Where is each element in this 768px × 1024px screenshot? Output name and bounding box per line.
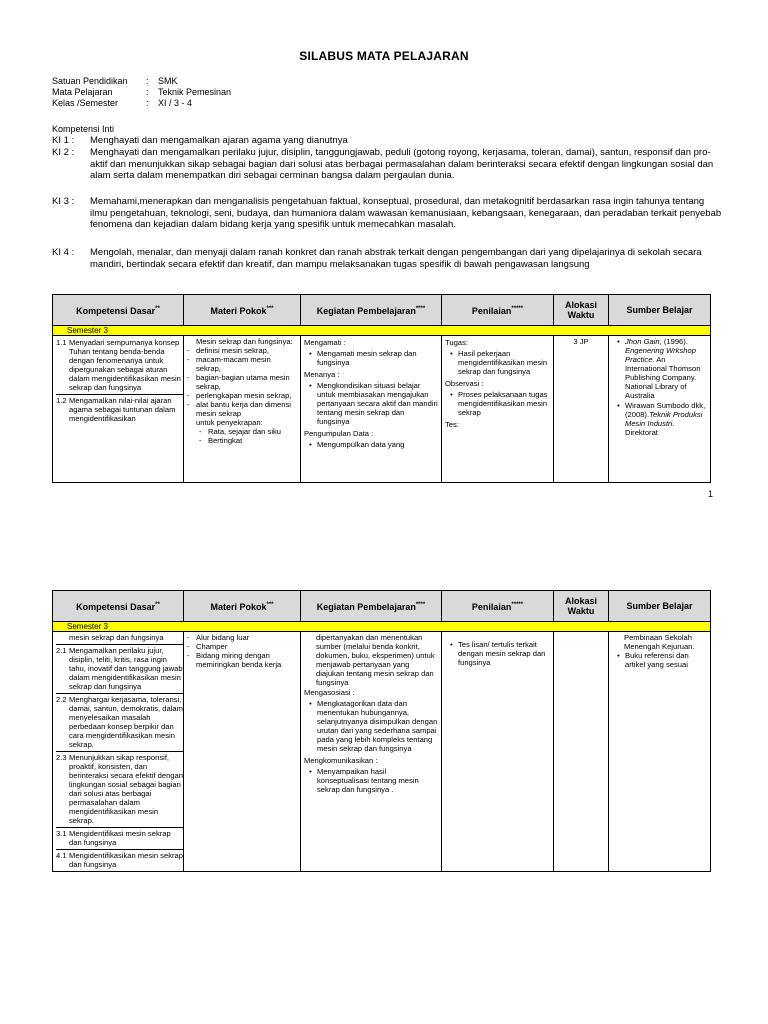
table-header-row xyxy=(53,591,711,622)
materi-text: untuk penyekrapan: xyxy=(196,418,263,427)
identity-block xyxy=(52,76,231,109)
materi-item xyxy=(187,427,297,436)
sumber-part: Teknik Produksi Mesin Industri xyxy=(625,410,703,428)
sumber-item xyxy=(612,651,707,669)
dash-marker: - xyxy=(187,651,190,660)
materi-item xyxy=(187,436,297,445)
kd-item xyxy=(56,337,183,395)
penilaian-bullet xyxy=(445,349,550,376)
kd-number: 1.1 xyxy=(56,338,67,347)
bullet-icon: • xyxy=(309,349,312,358)
dash-marker xyxy=(187,337,196,346)
penilaian-heading: Tugas: xyxy=(445,338,468,347)
bullet-icon: • xyxy=(450,349,453,358)
page-number: 1 xyxy=(708,489,714,499)
ki-code: KI 1 : xyxy=(52,135,75,146)
ki-text: Memahami,menerapkan dan menganalisis pengetahuan faktual, konseptual, prosedural, dan metakognitif berdasarkan rasa ingin tahunya tentang ilmu pengetahuan, teknologi, seni, budaya, dan humaniora dalam wawasan kemanusiaan, kebangsaan, kenegaraan, dan peradaban terkait penyebab fenomena dan kejadian dalam bidang kerja yang spesifik untuk memecahkan masalah. xyxy=(90,196,722,230)
sumber-cell xyxy=(609,632,711,872)
kegiatan-cell xyxy=(301,632,442,872)
penilaian-bullet-text: Tes lisan/ tertulis terkait dengan mesin sekrap dan fungsinya xyxy=(458,640,546,667)
sumber-part: . Direktorat xyxy=(625,419,675,437)
header-kd: Kompetensi Dasar** xyxy=(53,295,184,326)
ki-text: Mengolah, menalar, dan menyaji dalam ranah konkret dan ranah abstrak terkait dengan pengembangan dari yang dipelajarinya di sekolah secara mandiri, bertindak secara efektif dan kreatif, dan mampu melaksanakan tugas spesifik di bawah pengawasan langsung xyxy=(90,247,702,270)
materi-text: definisi mesin sekrap, xyxy=(196,346,270,355)
dash-marker: - xyxy=(199,436,202,445)
sumber-part: Wirawan Sumbodo dkk, (2008). xyxy=(625,401,706,419)
materi-text: Champer xyxy=(196,642,228,651)
materi-text: Mesin sekrap dan fungsinya: xyxy=(196,337,293,346)
sumber-text: Pembinaan Sekolah Menengah Kejuruan. xyxy=(624,633,695,651)
penilaian-bullet xyxy=(445,640,550,667)
header-penilaian: Penilaian***** xyxy=(442,591,554,622)
penilaian-bullet xyxy=(445,390,550,417)
penilaian-heading: Tes: xyxy=(445,420,459,429)
meta-row: Mata Pelajaran : Teknik Pemesinan xyxy=(52,87,232,97)
syllabus-table-page-2 xyxy=(52,590,711,872)
kd-text: Mengidentifikasi mesin sekrap dan fungsinya xyxy=(69,829,171,847)
header-alokasi: Alokasi Waktu xyxy=(554,295,609,326)
sumber-part: Engenering Wrkshop Practice xyxy=(625,346,696,364)
ki-text: Menghayati dan mengamalkan ajaran agama yang dianutnya xyxy=(90,135,348,146)
materi-item xyxy=(187,400,297,418)
sumber-part: Jhon Gain xyxy=(625,337,660,346)
sumber-text xyxy=(625,401,707,437)
materi-cell xyxy=(184,336,301,483)
kegiatan-heading: Mengasosiasi : xyxy=(304,688,355,697)
kegiatan-text: dipertanyakan dan menentukan sumber (melalui benda konkrit, dokumen, buku, eksperimen) untuk menjawab pertanyaan yang diajukan tentang mesin sekrap dan fungsinya xyxy=(316,633,435,687)
penilaian-bullet-text: Proses pelaksanaan tugas mengidentifikasikan mesin sekrap xyxy=(458,390,548,417)
penilaian-cell xyxy=(442,632,554,872)
ki-code: KI 2 : xyxy=(52,147,75,158)
bullet-icon: • xyxy=(309,767,312,776)
kegiatan-bullet xyxy=(304,767,438,794)
materi-text: Bertingkat xyxy=(208,436,243,445)
semester-label: Semester 3 xyxy=(53,326,711,336)
kd-text: Menghargai kerjasama, toleransi, damai, santun, demokratis, dalam menyelesaikan masalah perbedaan konsep berpikir dan cara mengidentifikasikan mesin sekrap. xyxy=(69,695,183,749)
ki-code: KI 3 : xyxy=(52,196,75,207)
kd-number: 1.2 xyxy=(56,396,67,405)
sumber-text xyxy=(625,651,707,669)
alokasi-cell xyxy=(554,632,609,872)
sumber-item xyxy=(612,337,707,400)
kd-number xyxy=(56,633,69,642)
kd-number: 2.1 xyxy=(56,646,67,655)
kd-text: Mengidentifikasikan mesin sekrap dan fungsinya xyxy=(69,851,183,869)
materi-item xyxy=(187,418,297,427)
kegiatan-bullet-text: Mengamati mesin sekrap dan fungsinya xyxy=(317,349,417,367)
kd-item xyxy=(56,645,183,694)
kegiatan-bullet-text: Mengumpulkan data yang xyxy=(317,440,405,449)
table-row xyxy=(53,336,711,483)
meta-row: Kelas /Semester : XI / 3 - 4 xyxy=(52,98,193,108)
bullet-icon: • xyxy=(309,699,312,708)
kd-number: 2.3 xyxy=(56,753,67,762)
materi-item xyxy=(187,373,297,391)
header-kd: Kompetensi Dasar** xyxy=(53,591,184,622)
semester-row xyxy=(53,326,711,336)
dash-marker: - xyxy=(187,633,190,642)
materi-cell xyxy=(184,632,301,872)
sumber-part: Buku referensi dan artikel yang sesuai xyxy=(625,651,689,669)
dash-marker xyxy=(187,418,196,427)
page-title: SILABUS MATA PELAJARAN xyxy=(299,49,469,63)
header-alokasi: Alokasi Waktu xyxy=(554,591,609,622)
ki-text: Menghayati dan mengamalkan perilaku jujur, disiplin, tanggungjawab, peduli (gotong royong, kerjasama, toleran, damai), santun, responsif dan pro-aktif dan menunjukkan sikap sebagai bagian dari solusi atas berbagai permasalahan dalam berinteraksi secara efektif dengan lingkungan sosial dan alam serta dalam menempatkan diri sebagai cerminan bangsa dalam pergaulan dunia. xyxy=(90,147,714,181)
dash-marker: - xyxy=(187,373,190,382)
kegiatan-bullet xyxy=(304,440,438,449)
header-materi: Materi Pokok*** xyxy=(184,295,301,326)
materi-item xyxy=(187,651,297,669)
ki-item xyxy=(52,147,722,182)
kegiatan-bullet xyxy=(304,381,438,426)
alokasi-cell: 3 JP xyxy=(554,336,609,483)
table-header-row xyxy=(53,295,711,326)
materi-text: macam-macam mesin sekrap, xyxy=(196,355,271,373)
penilaian-cell xyxy=(442,336,554,483)
bullet-icon: • xyxy=(309,381,312,390)
kegiatan-bullet xyxy=(304,699,438,753)
kd-cell xyxy=(53,336,184,483)
bullet-icon: • xyxy=(617,651,620,660)
kd-item xyxy=(56,828,183,850)
dash-marker: - xyxy=(187,642,190,651)
meta-value: Teknik Pemesinan xyxy=(158,87,232,97)
ki-item xyxy=(52,196,722,231)
header-kegiatan: Kegiatan Pembelajaran**** xyxy=(301,591,442,622)
kd-cell xyxy=(53,632,184,872)
penilaian-bullet-text: Hasil pekerjaan mengidentifikasikan mesin sekrap dan fungsinya xyxy=(458,349,548,376)
sumber-item xyxy=(612,401,707,437)
materi-text: alat bantu kerja dan dimensi mesin sekrap xyxy=(196,400,291,418)
sumber-part: . An International Thomson Publishing Company. National Library of Australia xyxy=(625,355,701,400)
materi-item xyxy=(187,642,297,651)
bullet-icon: • xyxy=(450,640,453,649)
dash-marker: - xyxy=(187,355,190,364)
kd-text: Mengamalkan perilaku jujur, disiplin, teliti, kritis, rasa ingin tahu, inovatif dan tanggung jawab dalam mengidentifikasikan mesin sekrap dan fungsinya xyxy=(69,646,183,691)
ki-item xyxy=(52,247,722,270)
bullet-icon: • xyxy=(617,337,620,346)
kegiatan-heading: Pengumpulan Data : xyxy=(304,429,374,438)
dash-marker: - xyxy=(199,427,202,436)
dash-marker: - xyxy=(187,391,190,400)
ki-heading: Kompetensi Inti xyxy=(52,124,115,134)
kegiatan-cell xyxy=(301,336,442,483)
meta-label: Mata Pelajaran xyxy=(52,87,113,97)
header-materi: Materi Pokok*** xyxy=(184,591,301,622)
kegiatan-heading: Mengkomunikasikan : xyxy=(304,756,378,765)
header-sumber: Sumber Belajar xyxy=(609,295,711,326)
kd-item xyxy=(56,395,183,425)
sumber-cell xyxy=(609,336,711,483)
kd-number: 2.2 xyxy=(56,695,67,704)
materi-text: perlengkapan mesin sekrap, xyxy=(196,391,292,400)
meta-row: Satuan Pendidikan : SMK xyxy=(52,76,178,86)
bullet-icon: • xyxy=(309,440,312,449)
syllabus-table-page-1 xyxy=(52,294,711,483)
semester-row xyxy=(53,622,711,632)
kd-number: 4.1 xyxy=(56,851,67,860)
kd-item xyxy=(56,850,183,871)
materi-item xyxy=(187,337,297,346)
kegiatan-bullet-text: Menyampaikan hasil konseptualisasi tentang mesin sekrap dan fungsinya . xyxy=(317,767,419,794)
materi-item xyxy=(187,355,297,373)
kegiatan-heading: Menanya : xyxy=(304,370,340,379)
ki-item xyxy=(52,135,722,147)
penilaian-heading: Observasi : xyxy=(445,379,484,388)
kd-item xyxy=(56,632,183,645)
dash-marker: - xyxy=(187,346,190,355)
dash-marker: - xyxy=(187,400,190,409)
header-sumber: Sumber Belajar xyxy=(609,591,711,622)
materi-item xyxy=(187,391,297,400)
kd-text: Menunjukkan sikap responsif, proaktif, konsisten, dan berinteraksi secara efektif dengan lingkungan sosial sebagai bagian dari solusi atas berbagai permasalahan dalam mengidentifikasikan mesin sekrap. xyxy=(69,753,183,825)
kd-item xyxy=(56,694,183,752)
materi-text: bagian-bagian utama mesin sekrap, xyxy=(196,373,290,391)
materi-item xyxy=(187,633,297,642)
kd-number: 3.1 xyxy=(56,829,67,838)
semester-label: Semester 3 xyxy=(53,622,711,632)
sumber-text xyxy=(625,337,707,400)
meta-value: SMK xyxy=(158,76,178,86)
kegiatan-bullet xyxy=(304,349,438,367)
kd-text: Mengamalkan nilai-nilai ajaran agama sebagai tuntunan dalam mengidentifikasikan xyxy=(69,396,176,423)
bullet-icon: • xyxy=(450,390,453,399)
materi-text: Alur bidang luar xyxy=(196,633,250,642)
bullet-icon: • xyxy=(617,401,620,410)
ki-code: KI 4 : xyxy=(52,247,75,258)
kd-item xyxy=(56,752,183,828)
table-row xyxy=(53,632,711,872)
header-penilaian: Penilaian***** xyxy=(442,295,554,326)
header-kegiatan: Kegiatan Pembelajaran**** xyxy=(301,295,442,326)
kegiatan-bullet-text: Mengkatagorikan data dan menentukan hubungannya, selanjutnyanya disimpulkan dengan urutan dari yang sederhana sampai pada yang lebih kompleks tentang mesin sekrap dan fungsinya xyxy=(317,699,438,753)
materi-text: Bidang miring dengan memiringkan benda kerja xyxy=(196,651,282,669)
meta-value: XI / 3 - 4 xyxy=(158,98,193,108)
kd-text: Menyadari sempurnanya konsep Tuhan tentang benda-benda dengan fenomenanya untuk dipergunakan sebagai aturan dalam mengidentifikasikan mesin sekrap dan fungsinya xyxy=(69,338,181,392)
sumber-part: , (1996). xyxy=(659,337,688,346)
materi-item xyxy=(187,346,297,355)
kegiatan-bullet-text: Mengkondisikan situasi belajar untuk membiasakan mengajukan pertanyaan secara aktif dan mandiri tentang mesin sekrap dan fungsinya xyxy=(317,381,438,426)
meta-label: Satuan Pendidikan xyxy=(52,76,128,86)
materi-text: Rata, sejajar dan siku xyxy=(208,427,282,436)
kegiatan-heading: Mengamati : xyxy=(304,338,346,347)
meta-label: Kelas /Semester xyxy=(52,98,119,108)
kd-text: mesin sekrap dan fungsinya xyxy=(69,633,164,642)
